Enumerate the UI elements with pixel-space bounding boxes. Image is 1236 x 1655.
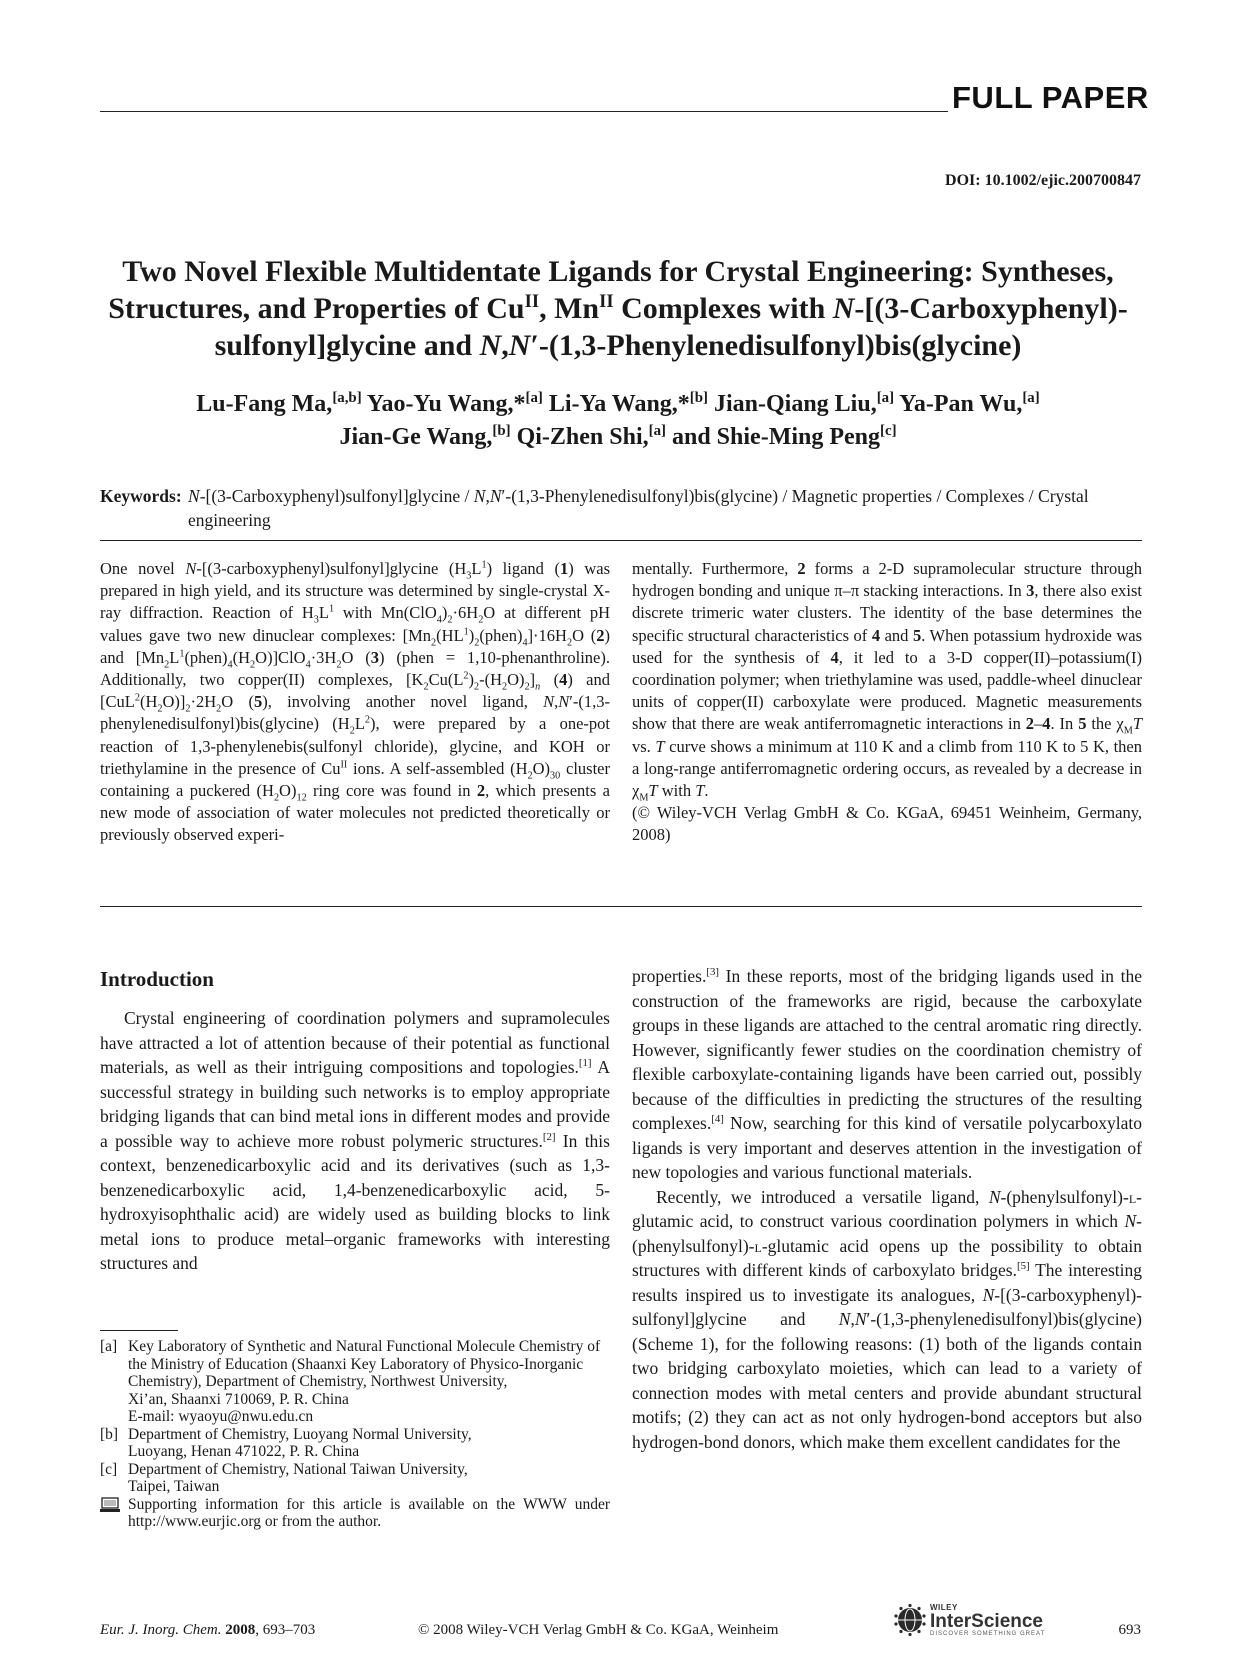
footnote-rule xyxy=(100,1330,178,1331)
affiliation-tag: [a] xyxy=(100,1338,118,1355)
introduction-paragraph: Crystal engineering of coordination polymers and supramolecules have attracted a lot of attention because of their potential as functional materials, as well as their intriguing compositions and topologies.[1] A successful strategy in building such networks is to employ appropriate bridging ligands that can bind metal ions in different modes and provide a possible way to achieve more robust polymeric structures.[2] In this context, benzenedicarboxylic acid and its derivatives (such as 1,3-benzenedicarboxylic acid, 1,4-benzenedicarboxylic acid, 5-hydroxyisophthalic acid) are widely used as building blocks to link metal ions to produce metal–organic frameworks with interesting structures and xyxy=(100,1008,610,1273)
abstract-text-right: mentally. Furthermore, 2 forms a 2-D supramolecular structure through hydrogen bonding and unique π–π stacking interactions. In 3, there also exist discrete trimeric water clusters. The identity of the base determines the specific structural characteristics of 4 and 5. When potassium hydroxide was used for the synthesis of 4, it led to a 3-D copper(II)–potassium(I) coordination polymer; when triethylamine was used, paddle-wheel dinuclear units of copper(II) carboxylate were produced. Magnetic measurements show that there are weak antiferromagnetic interactions in 2–4. In 5 the $\chi_MT$ vs. T curve shows a minimum at 110 K and a climb from 110 K to 5 K, then a long-range antiferromagnetic ordering occurs, as revealed by a decrease in $\chi_MT$ with T. (© Wiley-VCH Verlag GmbH & Co. KGaA, 69451 Weinheim, Germany, 2008) xyxy=(632,559,1143,845)
author-list: Lu-Fang Ma,[a,b] Yao-Yu Wang,*[a] Li-Ya Wang,*[b] Jian-Qiang Liu,[a] Ya-Pan Wu,[a] Jian-Ge Wang,[b] Qi-Zhen Shi,[a] and Shie-Ming Peng[c] xyxy=(196,390,1040,450)
affiliation-a xyxy=(100,1338,610,1426)
paper-title: Two Novel Flexible Multidentate Ligands for Crystal Engineering: Syntheses, Structures, and Properties of $Cu^{II}$, $Mn^{II}$ Complexes with N-[(3-Carboxyphenyl)- sulfonyl]glycine and N,N′-(1,3-Phenylenedisulfonyl)bis(glycine) xyxy=(108,255,1128,362)
supporting-info-note xyxy=(100,1496,610,1531)
logo-tagline: DISCOVER SOMETHING GREAT xyxy=(930,1631,1046,1637)
keywords-text: N-[(3-Carboxyphenyl)sulfonyl]glycine / N,N′-(1,3-Phenylenedisulfonyl)bis(glycine) / Magnetic properties / Complexes / Crystal engineering xyxy=(188,486,1089,530)
abstract-bottom-rule xyxy=(100,906,1142,907)
keywords xyxy=(100,484,1142,532)
supporting-info-text: Supporting information for this article is available on the WWW under http://www.eurjic.org or from the author. xyxy=(128,1495,610,1530)
introduction-left-column xyxy=(100,1006,610,1276)
affiliation-c xyxy=(100,1461,610,1496)
computer-icon xyxy=(100,1497,120,1513)
footer-copyright: © 2008 Wiley-VCH Verlag GmbH & Co. KGaA, Weinheim xyxy=(418,1622,779,1638)
logo-name: InterScience xyxy=(930,1611,1043,1632)
introduction-paragraph: properties.[3] In these reports, most of the bridging ligands used in the construction of the frameworks are rigid, because the carboxylate groups in these ligands are attached to the central aromatic ring directly. However, significantly fewer studies on the coordination chemistry of flexible carboxylate-containing ligands have been carried out, possibly because of the difficulties in predicting the structures of the resulting complexes.[4] Now, searching for this kind of versatile polycarboxylato ligands is very important and deserves attention in the investigation of new topologies and various functional materials. xyxy=(632,966,1142,1182)
interscience-logo[interactable] xyxy=(893,1603,1045,1637)
abstract-left-column xyxy=(100,558,610,847)
doi: DOI: 10.1002/ejic.200700847 xyxy=(945,172,1141,189)
affiliation-tag: [b] xyxy=(100,1425,119,1443)
abstract-top-rule xyxy=(100,540,1142,541)
header-rule xyxy=(100,111,948,112)
keywords-label: Keywords: xyxy=(100,486,182,506)
introduction-heading: Introduction xyxy=(100,967,214,991)
affiliation-b xyxy=(100,1426,610,1461)
section-label: FULL PAPER xyxy=(952,80,1149,115)
abstract-text-left: One novel N-[(3-carboxyphenyl)sulfonyl]glycine $(H_3L^1)$ ligand (1) was prepared in high yield, and its structure was determined by single-crystal X-ray diffraction. Reaction of $H_3L^1$ with $Mn(ClO_4)_2\cdot 6H_2O$ at different pH values gave two new dinuclear complexes: $[Mn_2(HL^1)_2(phen)_4]\cdot 16H_2O$ (2) and $[Mn_2L^1(phen)_4(H_2O)]ClO_4\cdot 3H_2O$ (3) (phen = 1,10-phenanthroline). Additionally, two copper(II) complexes, $[K_2Cu(L^2)_2-(H_2O)_2]_n$ (4) and $[CuL^2(H_2O)]_2\cdot 2H_2O$ (5), involving another novel ligand, N,N′-(1,3-phenylenedisulfonyl)bis(glycine) $(H_2L^2)$, were prepared by a one-pot reaction of 1,3-phenylenebis(sulfonyl chloride), glycine, and KOH or triethylamine in the presence of $Cu^{II}$ ions. A self-assembled $(H_2O)_{30}$ cluster containing a puckered $(H_2O)_{12}$ ring core was found in 2, which presents a new mode of association of water molecules not predicted theoretically or previously observed experi- xyxy=(100,559,611,845)
affiliation-text: Department of Chemistry, Luoyang Normal University, Luoyang, Henan 471022, P. R. China xyxy=(128,1425,472,1460)
affiliation-text: Department of Chemistry, National Taiwan University, Taipei, Taiwan xyxy=(128,1460,468,1495)
introduction-right-column xyxy=(632,964,1142,1454)
affiliations xyxy=(100,1338,610,1531)
logo-wiley: WILEY xyxy=(930,1603,958,1612)
journal-citation: Eur. J. Inorg. Chem. 2008, 693–703 xyxy=(100,1622,316,1638)
page-number: 693 xyxy=(1118,1622,1141,1638)
interscience-globe-icon xyxy=(893,1603,927,1637)
introduction-paragraph: Recently, we introduced a versatile ligand, N-(phenylsulfonyl)-l-glutamic acid, to construct various coordination polymers in which N-(phenylsulfonyl)-l-glutamic acid opens up the possibility to obtain structures with different kinds of carboxylato bridges.[5] The interesting results inspired us to investigate its analogues, N-[(3-carboxyphenyl)-sulfonyl]glycine and N,N′-(1,3-phenylenedisulfonyl)bis(glycine) (Scheme 1), for the following reasons: (1) both of the ligands contain two bridging carboxylato moieties, which can lead to a variety of connection modes with metal centers and provide abundant structural motifs; (2) they can act as not only hydrogen-bond acceptors but also hydrogen-bond donors, which make them excellent candidates for the xyxy=(632,1186,1142,1452)
interscience-wordmark xyxy=(930,1603,1045,1637)
abstract-right-column xyxy=(632,558,1142,847)
affiliation-tag: [c] xyxy=(100,1460,118,1478)
affiliation-text: Key Laboratory of Synthetic and Natural Functional Molecule Chemistry of the Ministry of Education (Shaanxi Key Laboratory of Physico-Inorganic Chemistry), Department of Chemistry, Northwest University, Xi’an, Shaanxi 710069, P. R. China E-mail: wyaoyu@nwu.edu.cn xyxy=(128,1338,601,1425)
